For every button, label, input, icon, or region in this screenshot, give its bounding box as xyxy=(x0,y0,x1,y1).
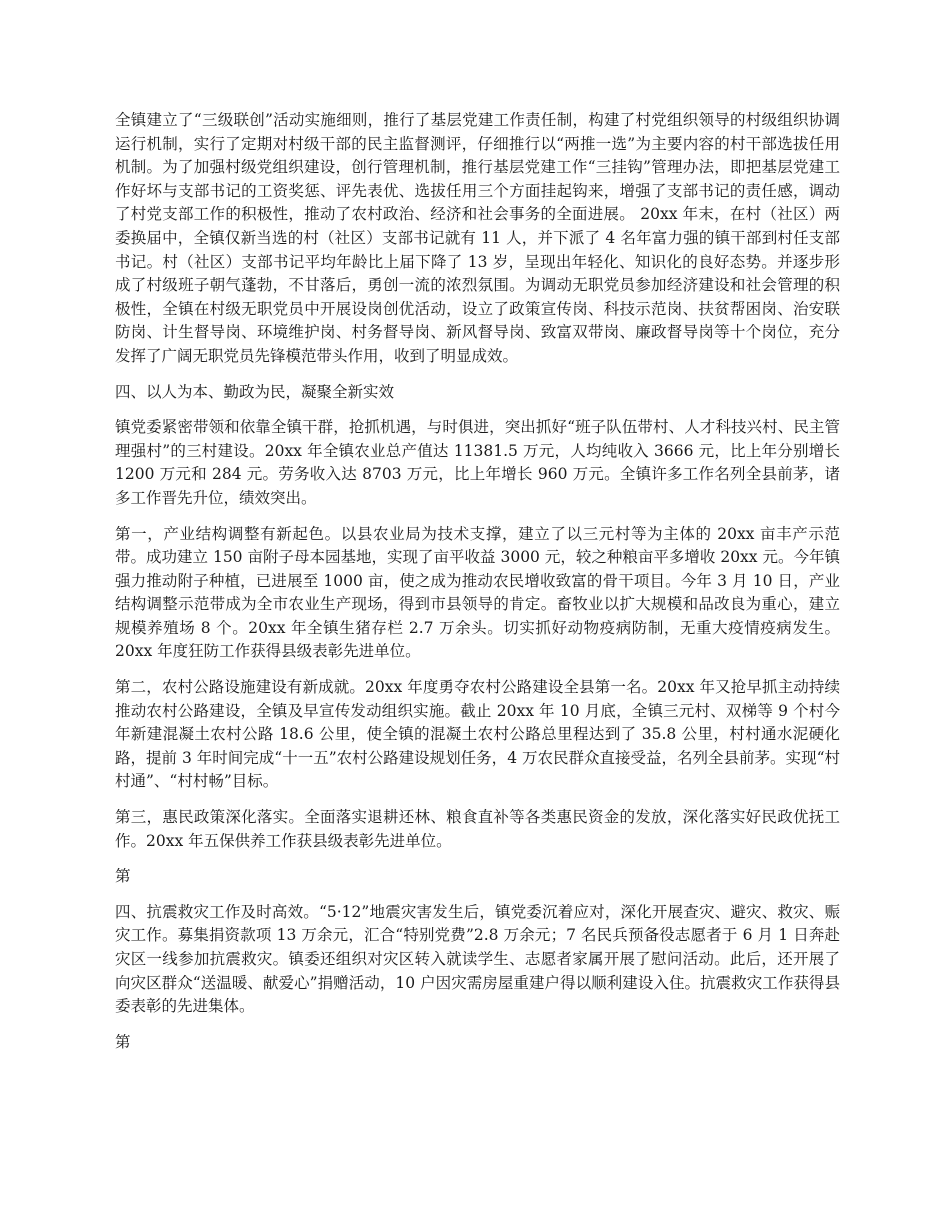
document-body xyxy=(115,109,840,1066)
paragraph-overview: 镇党委紧密带领和依靠全镇干群，抢抓机遇，与时俱进，突出抓好“班子队伍带村、人才科技兴村、民主管理强村”的三村建设。20xx 年全镇农业总产值达 11381.5 万元，人均纯收入 3666 元，比上年分别增长 1200 万元和 284 元。劳务收入达 8703 万元，比上年增长 960 万元。全镇许多工作名列全县前茅，诸多工作晋先升位，绩效突出。 xyxy=(115,418,840,507)
paragraph-rural-roads: 第二，农村公路设施建设有新成就。20xx 年度勇夺农村公路建设全县第一名。20xx 年又抢早抓主动持续推动农村公路建设，全镇及早宣传发动组织实施。截止 20xx 年 10 月底，全镇三元村、双梯等 9 个村今年新建混凝土农村公路 18.6 公里，使全镇的混凝土农村公路总里程达到了 35.8 公里，村村通水泥硬化路，提前 3 年时间完成“十一五”农村公路建设规划任务，4 万农民群众直接受益，名列全县前茅。实现“村村通”、“村村畅”目标。 xyxy=(115,678,840,791)
section-heading-four: 四、以人为本、勤政为民，凝聚全新实效 xyxy=(115,382,395,401)
paragraph-earthquake-relief: 四、抗震救灾工作及时高效。“5·12”地震灾害发生后，镇党委沉着应对，深化开展查灾、避灾、救灾、赈灾工作。募集捐资款项 13 万余元，汇合“特别党费”2.8 万余元；7 名民兵预备役志愿者于 6 月 1 日奔赴灾区一线参加抗震救灾。镇委还组织对灾区转入就读学生、志愿者家属开展了慰问活动。此后，还开展了向灾区群众“送温暖、献爱心”捐赠活动，10 户因灾需房屋重建户得以顺利建设入住。抗震救灾工作获得县委表彰的先进集体。 xyxy=(115,902,840,1016)
paragraph-industry-structure: 第一，产业结构调整有新起色。以县农业局为技术支撑，建立了以三元村等为主体的 20xx 亩丰产示范带。成功建立 150 亩附子母本园基地，实现了亩平收益 3000 元，较之种粮亩平多增收 20xx 元。今年镇强力推动附子种植，已进展至 1000 亩，使之成为推动农民增收致富的骨干项目。今年 3 月 10 日，产业结构调整示范带成为全市农业生产现场，得到市县领导的肯定。畜牧业以扩大规模和品改良为重心，建立规模养殖场 8 个。20xx 年全镇生猪存栏 2.7 万余头。切实抓好动物疫病防制，无重大疫情疫病发生。20xx 年度狂防工作获得县级表彰先进单位。 xyxy=(115,524,840,661)
paragraph-party-building: 全镇建立了“三级联创”活动实施细则，推行了基层党建工作责任制，构建了村党组织领导的村级组织协调运行机制，实行了定期对村级干部的民主监督测评，仔细推行以“两推一选”为主要内容的村干部选拔任用机制。为了加强村级党组织建设，创行管理机制，推行基层党建工作“三挂钩”管理办法，即把基层党建工作好坏与支部书记的工资奖惩、评先表优、选拔任用三个方面挂起钩来，增强了支部书记的责任感，调动了村党支部工作的积极性，推动了农村政治、经济和社会事务的全面进展。 20xx 年末，在村（社区）两委换届中，全镇仅新当选的村（社区）支部书记就有 11 人，并下派了 4 名年富力强的镇干部到村任支部书记。村（社区）支部书记平均年龄比上届下降了 13 岁，呈现出年轻化、知识化的良好态势。并逐步形成了村级班子朝气蓬勃，不甘落后，勇创一流的浓烈氛围。为调动无职党员参加经济建设和社会管理的积极性，全镇在村级无职党员中开展设岗创优活动，设立了政策宣传岗、科技示范岗、扶贫帮困岗、治安联防岗、计生督导岗、环境维护岗、村务督导岗、新风督导岗、致富双带岗、廉政督导岗等十个岗位，充分发挥了广阔无职党员先锋模范带头作用，收到了明显成效。 xyxy=(115,111,840,365)
paragraph-fragment-di-2: 第 xyxy=(115,1032,131,1051)
paragraph-welfare-policy: 第三，惠民政策深化落实。全面落实退耕还林、粮食直补等各类惠民资金的发放，深化落实好民政优抚工作。20xx 年五保供养工作获县级表彰先进单位。 xyxy=(115,808,840,850)
paragraph-fragment-di-1: 第 xyxy=(115,867,131,886)
